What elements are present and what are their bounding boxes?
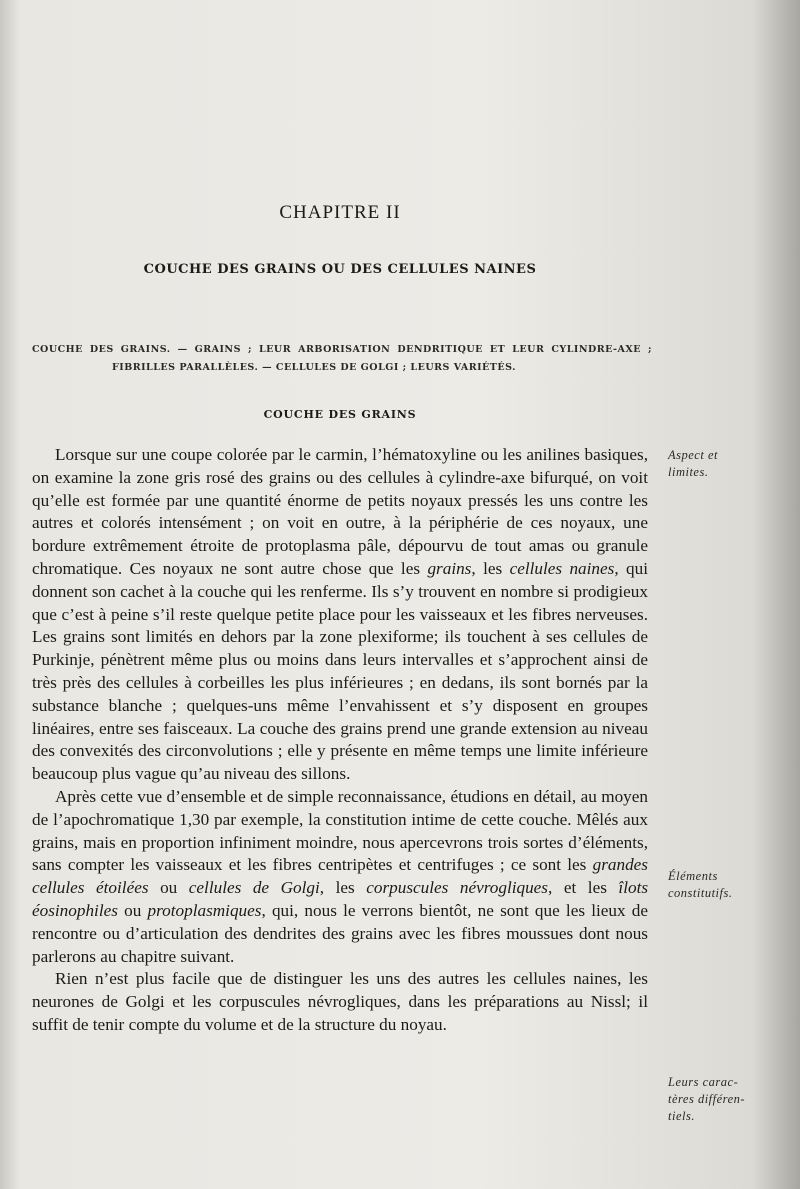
summary-line-2: FIBRILLES PARALLÈLES. — CELLULES DE GOLGI ; LEURS VARIÉTÉS. [112, 362, 516, 373]
chapter-summary [32, 341, 652, 377]
section-heading: COUCHE DES GRAINS [263, 408, 417, 421]
margin-note-line: constitutifs. [668, 886, 733, 900]
text-span: , les [471, 558, 510, 578]
margin-note-line: tères différen- [668, 1092, 746, 1106]
paragraph-3 [32, 968, 648, 1036]
paragraph-1 [32, 444, 648, 786]
text-span: ou [117, 900, 148, 920]
body-text [32, 444, 648, 1037]
italic-term: îlots éosinophiles [32, 878, 649, 920]
chapter-subtitle: COUCHE DES GRAINS OU DES CELLULES NAINES [143, 262, 537, 277]
margin-note-aspect [668, 447, 778, 481]
margin-note-line: tiels. [668, 1109, 695, 1123]
text-span: Après cette vue d’ensemble et de simple reconnaissance, étudions en détail, au moyen de l’apochromatique 1,30 par exemple, la constitution intime de cette couche. Mêlés aux grains, mais en proportion infiniment moindre, nous apercevrons trois sortes d’éléments, sans compter les vaisseaux et les fibres centripètes et centrifuges ; ce sont les [32, 786, 648, 875]
margin-note-line: Leurs carac- [668, 1075, 739, 1089]
italic-term: grandes cellules étoilées [32, 855, 648, 898]
summary-line-1: COUCHE DES GRAINS. — GRAINS ; LEUR ARBORISATION DENDRITIQUE ET LEUR CYLINDRE-AXE ; [32, 344, 652, 355]
text-span: , qui, nous le verrons bientôt, ne sont que les lieux de rencontre ou d’articulation des dendrites des grains avec les fibres moussues dont nous parlerons au chapitre suivant. [32, 900, 648, 966]
italic-term: grains [427, 558, 472, 578]
margin-note-elements [668, 868, 778, 902]
italic-term: corpuscules névrogliques [366, 878, 549, 898]
paragraph-2 [32, 786, 648, 968]
text-span: Lorsque sur une coupe colorée par le carmin, l’hématoxyline ou les anilines basiques, on examine la zone gris rosé des grains ou des cellules à cylindre-axe bifurqué, on voit qu’elle est formée par une quantité énorme de petits noyaux pressés les uns contre les autres et colorés intensément ; on voit en outre, à la périphérie de ces noyaux, une bordure extrêmement étroite de protoplasma pâle, dépourvu de tout amas ou granule chromatique. Ces noyaux ne sont autre chose que les [32, 445, 648, 578]
italic-term: protoplasmiques [147, 900, 262, 920]
text-span: ou [148, 878, 189, 898]
margin-note-line: Aspect et [668, 448, 718, 462]
text-span: Rien n’est plus facile que de distinguer les uns des autres les cellules naines, les neurones de Golgi et les corpuscules névrogliques, dans les préparations au Nissl; il suffit de tenir compte du volume et de la structure du noyau. [32, 969, 648, 1034]
text-span: , les [319, 878, 367, 898]
text-span: , qui donnent son cachet à la couche qui les renferme. Ils s’y trouvent en nombre si prodigieux que c’est à peine s’il reste quelque petite place pour les vaisseaux et les fibres nerveuses. Les grains sont limités en dehors par la zone plexiforme; ils touchent à ses cellules de Purkinje, pénètrent même plus ou moins dans leurs intervalles et s’approchent ainsi de très près des cellules à corbeilles les plus inférieures ; en dedans, ils sont bornés par la substance blanche ; quelques-uns même l’envahissent et s’y disposent en groupes linéaires, entre ses faisceaux. La couche des grains prend une grande extension au niveau des convexités des circonvolutions ; elle y présente en même temps une limite inférieure beaucoup plus vague qu’au niveau des sillons. [32, 558, 649, 784]
chapter-title: CHAPITRE II [279, 202, 401, 223]
italic-term: cellules de Golgi [188, 878, 320, 898]
margin-note-line: limites. [668, 465, 709, 479]
text-span: , et les [548, 878, 619, 898]
margin-note-line: Éléments [668, 869, 718, 883]
margin-note-characters [668, 1074, 778, 1125]
italic-term: cellules naines [509, 558, 615, 578]
